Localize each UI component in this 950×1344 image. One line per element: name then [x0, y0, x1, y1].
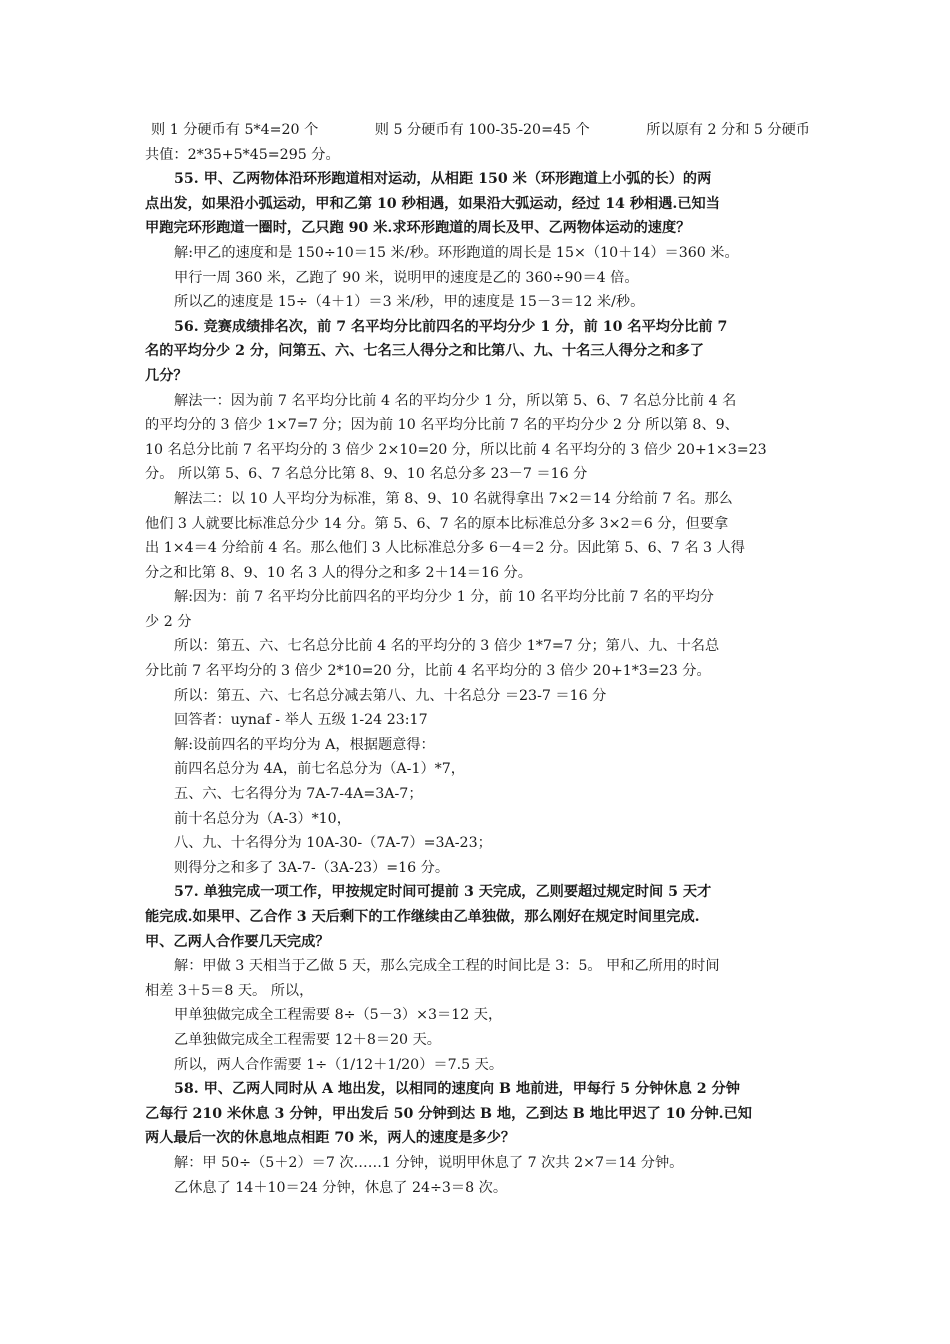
solution-line: 解：甲做 3 天相当于乙做 5 天，那么完成全工程的时间比是 3：5。 甲和乙所用的时间	[174, 958, 720, 975]
solution-line: 出 1×4＝4 分给前 4 名。那么他们 3 人比标准总分多 6－4＝2 分。因此第 5、6、7 名 3 人得	[145, 540, 745, 557]
solution-line: 10 名总分比前 7 名平均分的 3 倍少 2×10=20 分，所以比前 4 名平均分的 3 倍少 20+1×3=23	[145, 441, 767, 458]
solution-line: 分之和比第 8、9、10 名 3 人的得分之和多 2＋14＝16 分。	[145, 564, 532, 581]
solution-line: 分。 所以第 5、6、7 名总分比第 8、9、10 名总分多 23－7 ＝16 分	[145, 466, 588, 483]
solution-line: 所以：第五、六、七名总分比前 4 名的平均分的 3 倍少 1*7=7 分；第八、九、十名总	[174, 638, 720, 655]
question-57-line: 能完成.如果甲、乙合作 3 天后剩下的工作继续由乙单独做，那么刚好在规定时间里完成.	[145, 909, 700, 925]
text-line: 共值：2*35+5*45=295 分。	[145, 146, 340, 163]
solution-line: 乙休息了 14＋10＝24 分钟，休息了 24÷3＝8 次。	[174, 1179, 508, 1196]
solution-line: 解:甲乙的速度和是 150÷10＝15 米/秒。环形跑道的周长是 15×（10＋14）＝360 米。	[174, 244, 739, 261]
solution-line: 五、六、七名得分为 7A-7-4A=3A-7；	[174, 786, 423, 803]
question-58-line: 58. 甲、乙两人同时从 A 地出发，以相同的速度向 B 地前进，甲每行 5 分钟休息 2 分钟	[174, 1081, 740, 1098]
solution-line: 他们 3 人就要比标准总分少 14 分。第 5、6、7 名的原本比标准总分多 3×2＝6 分，但要拿	[145, 515, 729, 532]
question-56-line: 几分？	[145, 367, 188, 384]
coin-summary-line	[145, 118, 810, 143]
text-line: 则 1 分硬币有 5*4=20 个	[151, 122, 319, 138]
question-55-line: 点出发，如果沿小弧运动，甲和乙第 10 秒相遇，如果沿大弧运动，经过 14 秒相遇.已知当	[145, 195, 720, 212]
solution-line: 则得分之和多了 3A-7-（3A-23）=16 分。	[174, 859, 450, 876]
question-57-line: 甲、乙两人合作要几天完成？	[145, 933, 330, 950]
question-56-line: 名的平均分少 2 分，问第五、六、七名三人得分之和比第八、九、十名三人得分之和多了	[145, 343, 704, 360]
question-55-line: 55. 甲、乙两物体沿环形跑道相对运动，从相距 150 米（环形跑道上小弧的长）的两	[174, 171, 712, 188]
solution-line: 解法二：以 10 人平均分为标准，第 8、9、10 名就得拿出 7×2＝14 分给前 7 名。那么	[174, 490, 733, 507]
solution-line: 前十名总分为（A-3）*10，	[174, 810, 351, 827]
question-56-line: 56. 竞赛成绩排名次，前 7 名平均分比前四名的平均分少 1 分，前 10 名平均分比前 7	[174, 318, 728, 335]
question-55-line: 甲跑完环形跑道一圈时，乙只跑 90 米.求环形跑道的周长及甲、乙两物体运动的速度？	[145, 220, 691, 237]
solution-line: 解:因为：前 7 名平均分比前四名的平均分少 1 分，前 10 名平均分比前 7 名的平均分	[174, 589, 714, 606]
solution-line: 所以乙的速度是 15÷（4＋1）＝3 米/秒，甲的速度是 15－3＝12 米/秒。	[174, 294, 645, 311]
solution-line: 少 2 分	[145, 613, 192, 630]
solution-line: 甲行一周 360 米，乙跑了 90 米，说明甲的速度是乙的 360÷90＝4 倍。	[174, 269, 639, 286]
solution-line: 甲单独做完成全工程需要 8÷（5－3）×3＝12 天，	[174, 1007, 503, 1024]
question-58-line: 两人最后一次的休息地点相距 70 米，两人的速度是多少？	[145, 1130, 516, 1147]
solution-line: 解:设前四名的平均分为 A，根据题意得：	[174, 736, 435, 753]
question-58-line: 乙每行 210 米休息 3 分钟，甲出发后 50 分钟到达 B 地，乙到达 B 地比甲迟了 10 分钟.已知	[145, 1105, 752, 1122]
solution-line: 所以，两人合作需要 1÷（1/12＋1/20）＝7.5 天。	[174, 1056, 504, 1073]
answerer-line: 回答者：uynaf - 举人 五级 1-24 23:17	[174, 712, 428, 729]
text-line: 则 5 分硬币有 100-35-20=45 个	[374, 122, 590, 138]
solution-line: 分比前 7 名平均分的 3 倍少 2*10=20 分，比前 4 名平均分的 3 倍少 20+1*3=23 分。	[145, 663, 711, 680]
solution-line: 相差 3＋5＝8 天。 所以，	[145, 982, 314, 999]
text-line: 所以原有 2 分和 5 分硬币	[646, 122, 810, 138]
solution-line: 解：甲 50÷（5＋2）＝7 次……1 分钟，说明甲休息了 7 次共 2×7＝14 分钟。	[174, 1154, 684, 1171]
document-page	[145, 118, 810, 1200]
solution-line: 前四名总分为 4A，前七名总分为（A-1）*7，	[174, 761, 465, 778]
solution-line: 所以：第五、六、七名总分减去第八、九、十名总分 ＝23-7 ＝16 分	[174, 687, 607, 704]
solution-line: 乙单独做完成全工程需要 12＋8＝20 天。	[174, 1031, 441, 1048]
question-57-line: 57. 单独完成一项工作，甲按规定时间可提前 3 天完成，乙则要超过规定时间 5 天才	[174, 884, 712, 901]
solution-line: 解法一：因为前 7 名平均分比前 4 名的平均分少 1 分，所以第 5、6、7 名总分比前 4 名	[174, 392, 737, 409]
solution-line: 八、九、十名得分为 10A-30-（7A-7）=3A-23；	[174, 835, 492, 852]
solution-line: 的平均分的 3 倍少 1×7=7 分；因为前 10 名平均分比前 7 名的平均分少 2 分 所以第 8、9、	[145, 417, 739, 434]
